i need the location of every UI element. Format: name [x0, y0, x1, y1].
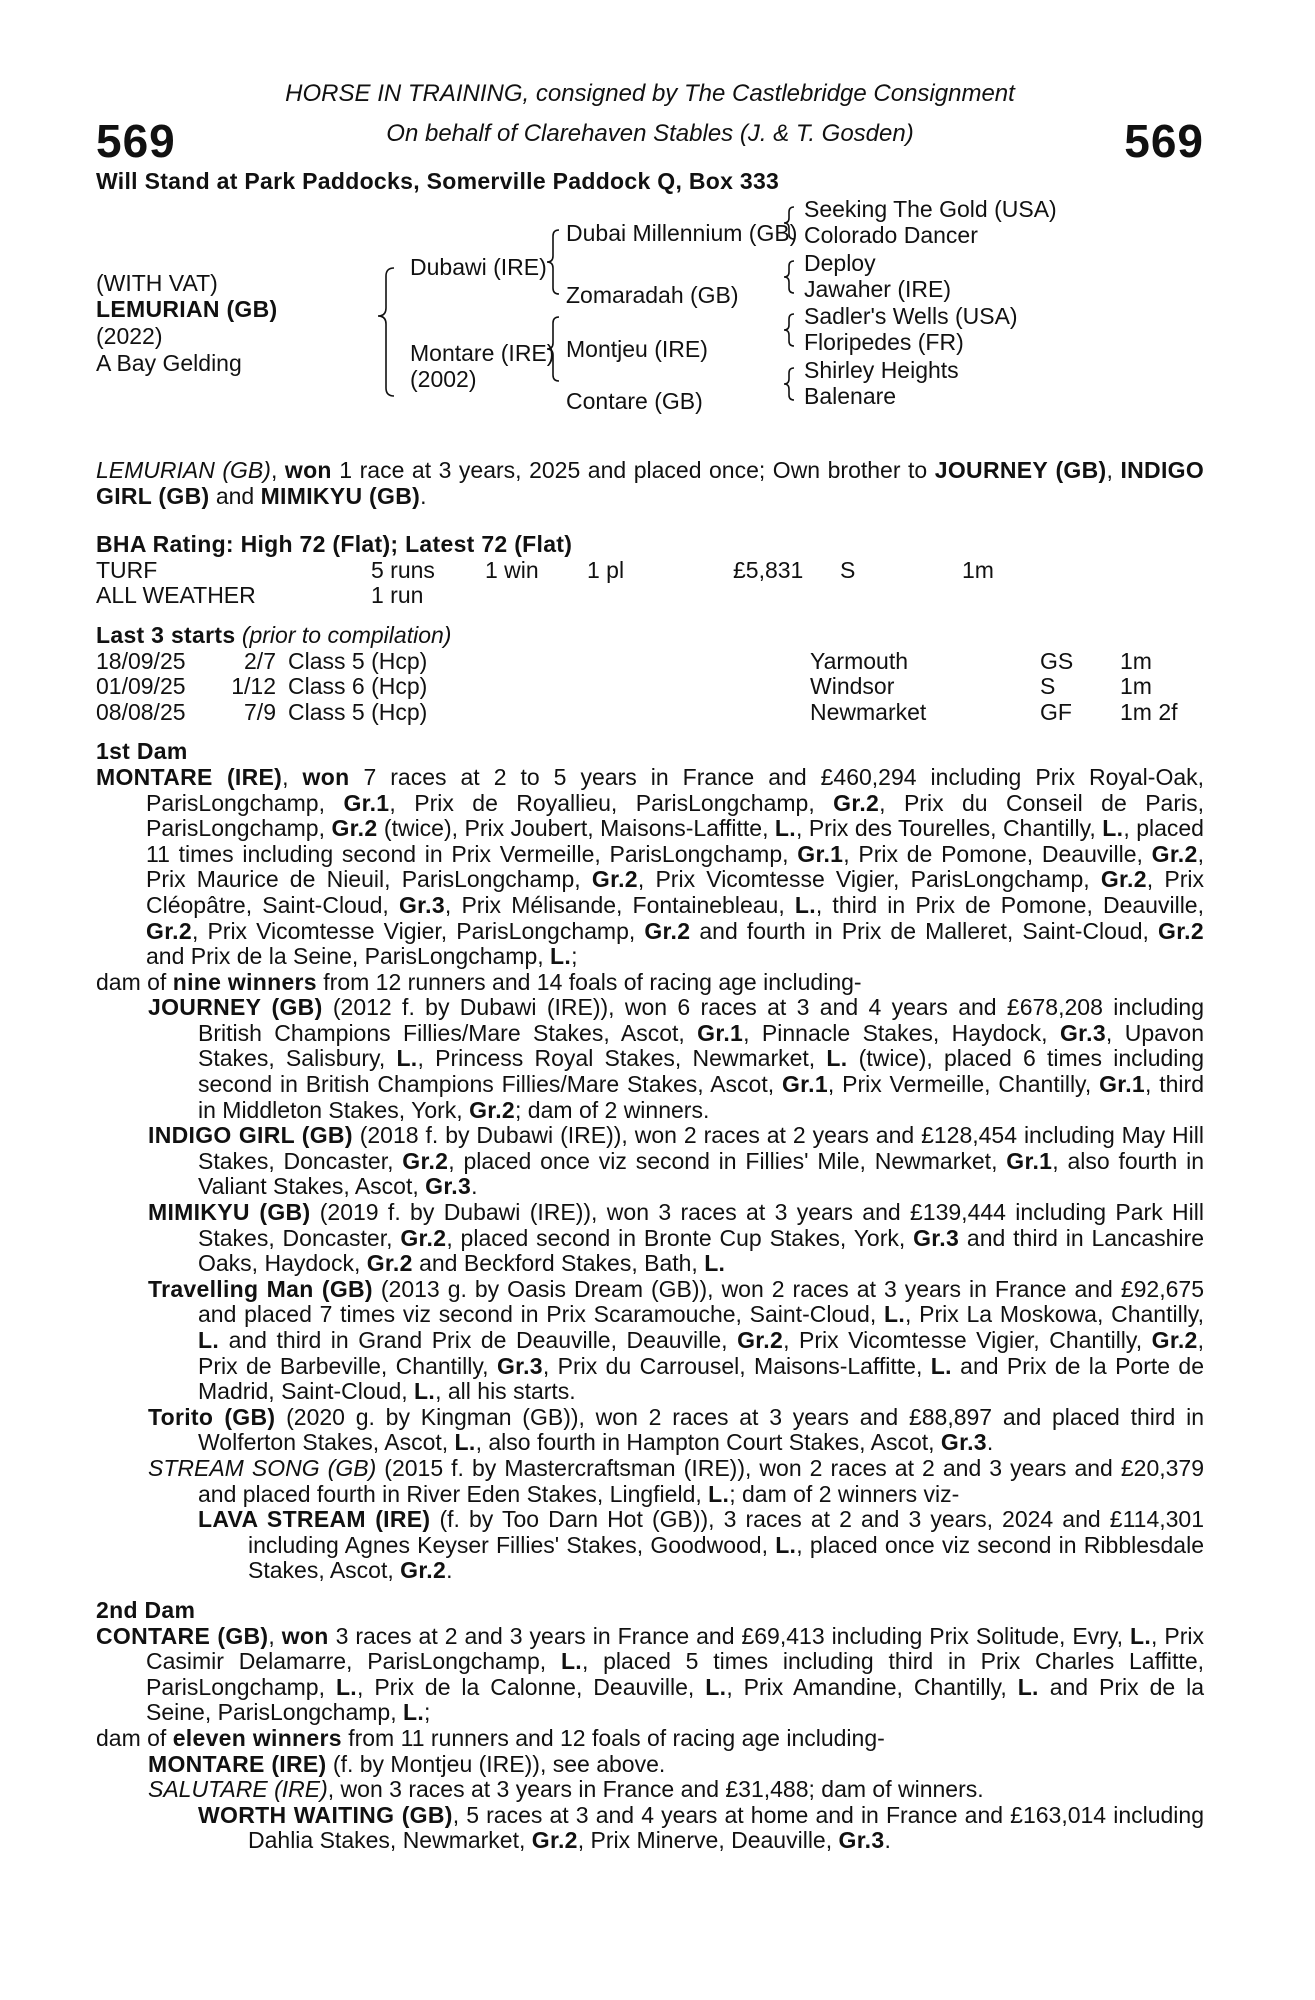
- second-dam-paragraph: CONTARE (GB), won 3 races at 2 and 3 years in France and £69,413 including Prix Solitude, Evry, L., Prix Casimir Delamarre, ParisLongchamp, L., placed 5 times including third in Prix Charles Laffitte, ParisLongchamp, L., Prix de la Calonne, Deauville, L., Prix Amandine, Chantilly, L. and Prix de la Seine, ParisLongchamp, L.;: [96, 1622, 1205, 1726]
- dam-dam: Contare (GB): [566, 388, 703, 414]
- horse-description: A Bay Gelding: [96, 350, 242, 376]
- grand-progeny-entry: WORTH WAITING (GB), 5 races at 3 and 4 years at home and in France and £163,014 including Dahlia Stakes, Newmarket, Gr.2, Prix Minerve, Deauville, Gr.3.: [198, 1801, 1205, 1854]
- catalogue-body: [96, 458, 1204, 1854]
- progeny-entry: Torito (GB) (2020 g. by Kingman (GB)), won 2 races at 3 years and £88,897 and placed third in Wolferton Stakes, Ascot, L., also fourth in Hampton Court Stakes, Ascot, Gr.3.: [148, 1403, 1204, 1456]
- pedigree-table: [96, 196, 1204, 496]
- horse-name: LEMURIAN (GB): [96, 296, 278, 322]
- first-dam-produce-summary: dam of nine winners from 12 runners and 14 foals of racing age including-: [96, 968, 862, 995]
- bha-rating: BHA Rating: High 72 (Flat); Latest 72 (Flat): [96, 531, 573, 558]
- progeny-entry: JOURNEY (GB) (2012 f. by Dubawi (IRE)), won 6 races at 3 and 4 years and £678,208 including British Champions Fillies/Mare Stakes, Ascot, Gr.1, Pinnacle Stakes, Haydock, Gr.3, Upavon Stakes, Salisbury, L., Princess Royal Stakes, Newmarket, L. (twice), placed 6 times including second in British Champions Fillies/Mare Stakes, Ascot, Gr.1, Prix Vermeille, Chantilly, Gr.1, third in Middleton Stakes, York, Gr.2; dam of 2 winners.: [148, 994, 1204, 1123]
- gg-7: Shirley Heights: [804, 357, 959, 383]
- first-dam-progeny: [96, 995, 1204, 1456]
- start-row: 01/09/25 1/12 Class 6 (Hcp) Windsor S 1m: [96, 673, 1152, 700]
- second-dam-heading: 2nd Dam: [96, 1596, 196, 1623]
- horse-year: (2022): [96, 323, 163, 349]
- first-dam-heading: 1st Dam: [96, 738, 188, 765]
- bracket-main: [378, 268, 394, 396]
- start-row: 08/08/25 7/9 Class 5 (Hcp) Newmarket GF 1m 2f: [96, 698, 1178, 725]
- progeny-entry: SALUTARE (IRE), won 3 races at 3 years in France and £31,488; dam of winners.: [148, 1776, 984, 1803]
- gg-4: Jawaher (IRE): [804, 276, 951, 302]
- gg-8: Balenare: [804, 383, 897, 409]
- start-row: 18/09/25 2/7 Class 5 (Hcp) Yarmouth GS 1m: [96, 647, 1152, 674]
- second-dam-produce-summary: dam of eleven winners from 11 runners and 12 foals of racing age including-: [96, 1724, 885, 1751]
- progeny-entry: Travelling Man (GB) (2013 g. by Oasis Dream (GB)), won 2 races at 3 years in France and £92,675 and placed 7 times viz second in Prix Scaramouche, Saint-Cloud, L., Prix La Moskowa, Chantilly, L. and third in Grand Prix de Deauville, Deauville, Gr.2, Prix Vicomtesse Vigier, Chantilly, Gr.2, Prix de Barbeville, Chantilly, Gr.3, Prix du Carrousel, Maisons-Laffitte, L. and Prix de la Porte de Madrid, Saint-Cloud, L., all his starts.: [148, 1275, 1205, 1405]
- progeny-entry: MIMIKYU (GB) (2019 f. by Dubawi (IRE)), won 3 races at 3 years and £139,444 including Park Hill Stakes, Doncaster, Gr.2, placed second in Bronte Cup Stakes, York, Gr.3 and third in Lancashire Oaks, Haydock, Gr.2 and Beckford Stakes, Bath, L.: [148, 1199, 1204, 1277]
- gg-2: Colorado Dancer: [804, 222, 978, 248]
- progeny-entry: STREAM SONG (GB) (2015 f. by Mastercraftsman (IRE)), won 2 races at 2 and 3 years and £20,379 and placed fourth in River Eden Stakes, Lingfield, L.; dam of 2 winners viz-: [148, 1454, 1205, 1507]
- on-behalf-line: On behalf of Clarehaven Stables (J. & T. Gosden): [386, 120, 914, 147]
- progeny-entry: INDIGO GIRL (GB) (2018 f. by Dubawi (IRE)), won 2 races at 2 years and £128,454 including May Hill Stakes, Doncaster, Gr.2, placed once viz second in Fillies' Mile, Newmarket, Gr.1, also fourth in Valiant Stakes, Ascot, Gr.3.: [148, 1122, 1205, 1200]
- lot-number-left: 569: [96, 115, 176, 167]
- bracket-sire: [547, 230, 559, 294]
- stand-location: Will Stand at Park Paddocks, Somerville Paddock Q, Box 333: [96, 168, 780, 194]
- vat-note: (WITH VAT): [96, 270, 218, 296]
- gg-1: Seeking The Gold (USA): [804, 196, 1057, 222]
- grand-progeny-entry: LAVA STREAM (IRE) (f. by Too Darn Hot (GB)), 3 races at 2 and 3 years, 2024 and £114,301 including Agnes Keyser Fillies' Stakes, Goodwood, L., placed once viz second in Ribblesdale Stakes, Ascot, Gr.2.: [198, 1506, 1204, 1584]
- dam-year: (2002): [410, 366, 477, 392]
- last-starts-heading: Last 3 starts (prior to compilation): [96, 621, 452, 648]
- gg-3: Deploy: [804, 250, 876, 276]
- bracket-g34: [784, 261, 794, 293]
- bracket-g56: [784, 314, 794, 346]
- progeny-entry: MONTARE (IRE) (f. by Montjeu (IRE)), see above.: [148, 1750, 666, 1777]
- sire-sire: Dubai Millennium (GB): [566, 220, 798, 246]
- first-dam-paragraph: MONTARE (IRE), won 7 races at 2 to 5 years in France and £460,294 including Prix Royal-Oak, ParisLongchamp, Gr.1, Prix de Royallieu, ParisLongchamp, Gr.2, Prix du Conseil de Paris, ParisLongchamp, Gr.2 (twice), Prix Joubert, Maisons-Laffitte, L., Prix des Tourelles, Chantilly, L., placed 11 times including second in Prix Vermeille, ParisLongchamp, Gr.1, Prix de Pomone, Deauville, Gr.2, Prix Maurice de Nieuil, ParisLongchamp, Gr.2, Prix Vicomtesse Vigier, ParisLongchamp, Gr.2, Prix Cléopâtre, Saint-Cloud, Gr.3, Prix Mélisande, Fontainebleau, L., third in Prix de Pomone, Deauville, Gr.2, Prix Vicomtesse Vigier, ParisLongchamp, Gr.2 and fourth in Prix de Malleret, Saint-Cloud, Gr.2 and Prix de la Seine, ParisLongchamp, L.;: [96, 763, 1205, 970]
- all-weather-record: ALL WEATHER 1 run: [96, 582, 424, 609]
- summary-paragraph: LEMURIAN (GB), won 1 race at 3 years, 2025 and placed once; Own brother to JOURNEY (GB), INDIGO GIRL (GB) and MIMIKYU (GB).: [96, 457, 1205, 509]
- gg-6: Floripedes (FR): [804, 329, 964, 355]
- dam: Montare (IRE): [410, 340, 555, 366]
- turf-record: TURF 5 runs 1 win 1 pl £5,831 S 1m: [96, 556, 994, 583]
- sire-dam: Zomaradah (GB): [566, 282, 739, 308]
- lot-number-right: 569: [1124, 115, 1204, 167]
- dam-sire: Montjeu (IRE): [566, 336, 708, 362]
- gg-5: Sadler's Wells (USA): [804, 303, 1018, 329]
- bracket-g78: [784, 368, 794, 400]
- sire: Dubawi (IRE): [410, 254, 547, 280]
- consignment-line: HORSE IN TRAINING, consigned by The Castlebridge Consignment: [285, 80, 1015, 107]
